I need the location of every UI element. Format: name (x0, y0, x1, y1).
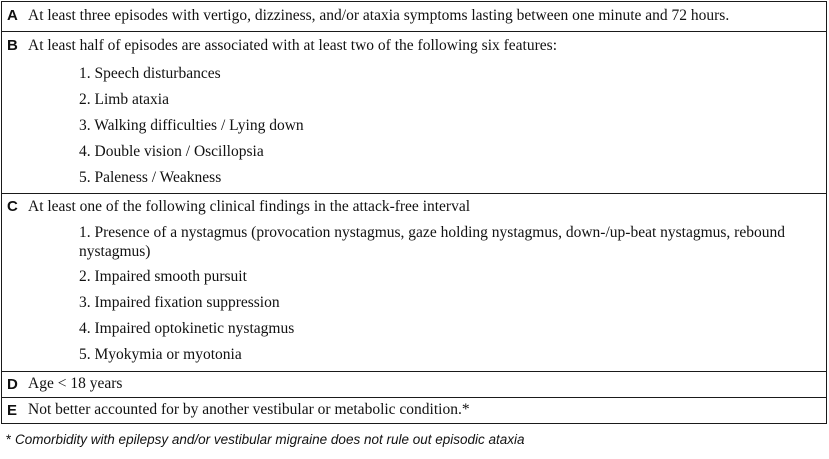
criterion-item: 5. Paleness / Weakness (79, 169, 222, 186)
criterion-row-e (2, 398, 826, 423)
criterion-item: 4. Double vision / Oscillopsia (79, 143, 264, 160)
criterion-letter: B (7, 37, 18, 54)
criterion-row-a (2, 2, 826, 32)
criterion-item: 2. Impaired smooth pursuit (79, 268, 247, 285)
criterion-item: 4. Impaired optokinetic nystagmus (79, 320, 295, 337)
footnote-marker: * (6, 432, 12, 447)
criteria-table (1, 1, 827, 424)
criterion-item: 3. Impaired fixation suppression (79, 294, 280, 311)
criterion-text: Not better accounted for by another vestibular or metabolic condition.* (28, 401, 470, 418)
criterion-letter: A (7, 7, 18, 24)
criterion-row-d (2, 372, 826, 398)
criterion-text: At least three episodes with vertigo, dizziness, and/or ataxia symptoms lasting between one minute and 72 hours. (28, 7, 730, 24)
criterion-letter: E (7, 402, 18, 419)
criterion-item: 2. Limb ataxia (79, 91, 169, 108)
criterion-text: At least one of the following clinical findings in the attack-free interval (28, 198, 471, 215)
criterion-text: Age < 18 years (28, 375, 123, 392)
table-footnote (6, 432, 525, 447)
criterion-letter: C (7, 198, 18, 215)
criterion-text: At least half of episodes are associated with at least two of the following six features: (28, 37, 557, 54)
criterion-row-b (2, 32, 826, 194)
criterion-letter: D (7, 376, 18, 393)
criterion-row-c (2, 194, 826, 372)
criterion-item: 1. Presence of a nystagmus (provocation nystagmus, gaze holding nystagmus, down-/up-beat nystagmus, rebound nystagmus) (79, 224, 785, 260)
criterion-item: 1. Speech disturbances (79, 65, 221, 82)
criterion-item: 5. Myokymia or myotonia (79, 346, 242, 363)
footnote-text: Comorbidity with epilepsy and/or vestibular migraine does not rule out episodic ataxia (15, 432, 525, 447)
criterion-item: 3. Walking difficulties / Lying down (79, 117, 304, 134)
